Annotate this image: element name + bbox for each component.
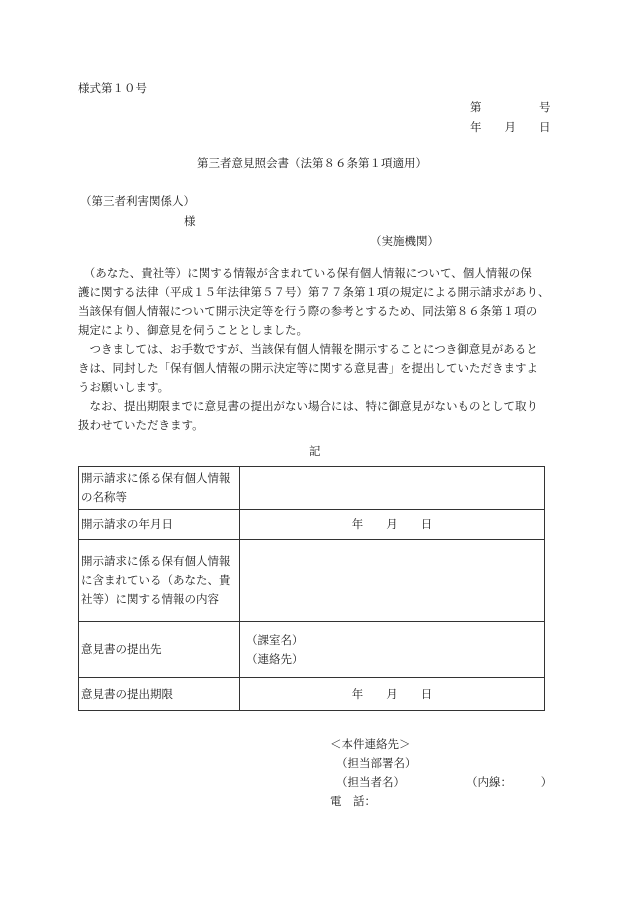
- paragraph-line: 護に関する法律（平成１５年法律第５７号）第７７条第１項の規定による開示請求があり、: [78, 285, 550, 299]
- table-label-line: 開示請求に係る保有個人情報: [81, 554, 231, 568]
- contact-phone: 電 話：: [330, 794, 376, 808]
- table-row: [79, 678, 545, 711]
- paragraph-line: うお願いします。: [78, 380, 170, 394]
- contact-label: （連絡先）: [246, 651, 304, 666]
- table-label-cell: [79, 467, 240, 510]
- addressee-party: （第三者利害関係人）: [80, 194, 195, 208]
- contact-department: （担当部署名）: [336, 756, 417, 770]
- form-number: 様式第１０号: [78, 81, 147, 95]
- section-name-label: （課室名）: [246, 632, 304, 647]
- submission-destination-field[interactable]: [240, 622, 545, 678]
- paragraph-line: 規定により、御意見を伺うこととしました。: [78, 323, 308, 337]
- paragraph-line: つきましては、お手数ですが、当該保有個人情報を開示することにつき御意見があると: [78, 342, 538, 356]
- body-paragraph-2: [78, 340, 554, 397]
- paragraph-line: なお、提出期限までに意見書の提出がない場合には、特に御意見がないものとして取り: [78, 399, 538, 413]
- request-date-field[interactable]: 年 月 日: [240, 510, 545, 540]
- table-label-cell: 開示請求の年月日: [79, 510, 240, 540]
- addressee-honorific: 様: [184, 214, 196, 228]
- contact-heading: ＜本件連絡先＞: [330, 737, 411, 751]
- paragraph-line: きは、同封した「保有個人情報の開示決定等に関する意見書」を提出していただきますよ: [78, 361, 538, 375]
- table-label-line: に含まれている（あなた、貴: [81, 573, 231, 587]
- table-label-cell: 意見書の提出先: [79, 622, 240, 678]
- table-label-line: の名称等: [81, 490, 127, 504]
- ki-heading: 記: [309, 444, 321, 458]
- document-number: 第 号: [470, 100, 551, 114]
- contact-person: （担当者名）: [336, 775, 405, 789]
- table-row: [79, 540, 545, 622]
- table-row: [79, 510, 545, 540]
- information-name-field[interactable]: [240, 467, 545, 510]
- details-table: [78, 466, 545, 711]
- table-label-cell: [79, 540, 240, 622]
- body-paragraph-3: [78, 397, 554, 435]
- document-date: 年 月 日: [470, 120, 551, 134]
- table-label-line: 社等）に関する情報の内容: [81, 592, 219, 606]
- table-row: [79, 467, 545, 510]
- issuing-agency: （実施機関）: [370, 234, 439, 248]
- information-content-field[interactable]: [240, 540, 545, 622]
- document-title: 第三者意見照会書（法第８６条第１項適用）: [197, 156, 427, 170]
- table-label-line: 開示請求に係る保有個人情報: [81, 471, 231, 485]
- paragraph-line: （あなた、貴社等）に関する情報が含まれている保有個人情報について、個人情報の保: [78, 266, 532, 280]
- body-paragraph-1: [78, 264, 554, 340]
- paragraph-line: 扱わせていただきます。: [78, 418, 204, 432]
- paragraph-line: 当該保有個人情報について開示決定等を行う際の参考とするため、同法第８６条第１項の: [78, 304, 538, 318]
- table-row: [79, 622, 545, 678]
- submission-deadline-field[interactable]: 年 月 日: [240, 678, 545, 711]
- contact-extension: （内線： ）: [466, 775, 553, 789]
- table-label-cell: 意見書の提出期限: [79, 678, 240, 711]
